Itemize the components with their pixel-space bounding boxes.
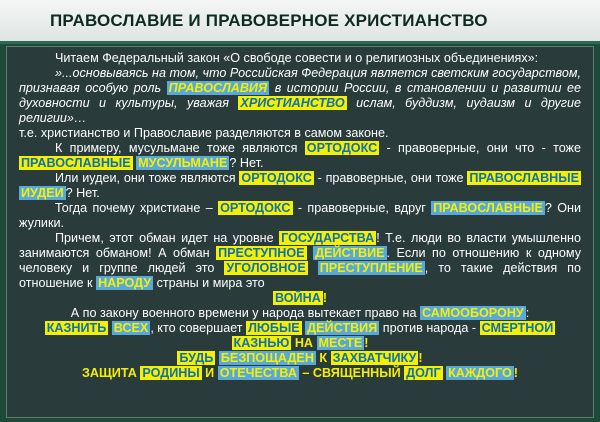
highlight: ПРЕСТУПНОЕ bbox=[218, 246, 305, 260]
highlight: РОДИНЫ bbox=[142, 366, 200, 380]
content-panel bbox=[6, 46, 594, 418]
text: ислам, буддизм, иудаизм и другие религии»… bbox=[19, 96, 581, 125]
highlight: ИУДЕИ bbox=[21, 186, 64, 200]
paragraph-separation bbox=[19, 126, 581, 141]
highlight: КАЗНИТЬ bbox=[46, 321, 107, 335]
text: ? Нет. bbox=[65, 186, 100, 200]
text: К bbox=[315, 351, 331, 365]
text: - правоверные, они тоже bbox=[313, 171, 468, 185]
highlight: САМООБОРОНУ bbox=[421, 306, 524, 320]
text: Или иудеи, они тоже являются bbox=[55, 171, 240, 185]
highlight: УГОЛОВНОЕ bbox=[226, 261, 306, 275]
text: против народа - bbox=[379, 321, 480, 335]
highlight: ПРАВОСЛАВНЫЕ bbox=[469, 171, 579, 185]
highlight: СМЕРТНОЙ bbox=[481, 321, 554, 335]
highlight: БЕЗПОЩАДЕН bbox=[220, 351, 314, 365]
paragraph-execute bbox=[19, 321, 581, 336]
text: К примеру, мусульмане тоже являются bbox=[55, 141, 305, 155]
text: »...основываясь на том, что Российская Федерация является светским государством, признавая особую роль bbox=[19, 66, 581, 95]
highlight: ПРАВОСЛАВНЫЕ bbox=[433, 201, 543, 215]
text: ! bbox=[513, 366, 518, 380]
highlight: ПРАВОСЛАВНЫЕ bbox=[21, 156, 131, 170]
highlight: ОРТОДОКС bbox=[241, 171, 312, 185]
highlight: ПРЕСТУПЛЕНИЕ bbox=[319, 261, 423, 275]
highlight: ХРИСТИАНСТВО bbox=[240, 96, 345, 110]
paragraph-christians bbox=[19, 201, 581, 231]
text: ? Они жулики. bbox=[19, 201, 581, 230]
header-bar bbox=[0, 0, 600, 44]
highlight: МУСУЛЬМАНЕ bbox=[138, 156, 228, 170]
highlight: ОТЕЧЕСТВА bbox=[219, 366, 297, 380]
text: ! bbox=[418, 351, 423, 365]
paragraph-self-defense bbox=[19, 306, 581, 321]
highlight: ЗАХВАТЧИКУ bbox=[332, 351, 417, 365]
highlight: ОРТОДОКС bbox=[306, 141, 378, 155]
highlight: ГОСУДАРСТВА bbox=[281, 231, 375, 245]
paragraph-muslims bbox=[19, 141, 581, 171]
text: - правоверные, вдруг bbox=[292, 201, 432, 215]
text: : bbox=[525, 306, 530, 320]
text: Тогда почему христиане – bbox=[55, 201, 219, 215]
text: Причем, этот обман идет на уровне bbox=[55, 231, 280, 245]
text: т.е. христианство и Православие разделяются в самом законе. bbox=[19, 126, 389, 140]
highlight: ОРТОДОКС bbox=[220, 201, 291, 215]
page-title: ПРАВОСЛАВИЕ И ПРАВОВЕРНОЕ ХРИСТИАНСТВО bbox=[50, 11, 488, 30]
highlight: ВОЙНА bbox=[274, 291, 321, 305]
text: страны и мира это bbox=[153, 276, 265, 290]
text: ! bbox=[322, 291, 328, 305]
text: И bbox=[201, 366, 218, 380]
text: ! bbox=[364, 336, 369, 350]
paragraph-deception bbox=[19, 231, 581, 291]
paragraph-quote bbox=[19, 66, 581, 126]
highlight: КАЗНЬЮ bbox=[233, 336, 290, 350]
text: , то такие действия по отношение к bbox=[19, 261, 581, 290]
highlight: ВСЕХ bbox=[113, 321, 149, 335]
highlight: КАЖДОГО bbox=[448, 366, 512, 380]
highlight: МЕСТЕ bbox=[318, 336, 363, 350]
text: . Если по отношению к одному человеку и группе людей это bbox=[19, 246, 581, 275]
text: - правоверные, они что - тоже bbox=[379, 141, 581, 155]
text: – СВЯЩЕННЫЙ bbox=[298, 366, 405, 380]
paragraph-law bbox=[19, 51, 581, 66]
highlight: ДОЛГ bbox=[406, 366, 441, 380]
paragraph-war bbox=[19, 291, 581, 306]
paragraph-merciless bbox=[19, 351, 581, 366]
paragraph-homeland bbox=[19, 366, 581, 381]
text: ? Нет. bbox=[229, 156, 264, 170]
highlight: ДЕЙСТВИЕ bbox=[315, 246, 385, 260]
highlight: ДЕЙСТВИЯ bbox=[307, 321, 378, 335]
text: ! Т.е. люди во власти умышленно занимаются обманом! А обман bbox=[19, 231, 581, 260]
highlight: ПРАВОСЛАВИЯ bbox=[168, 81, 268, 95]
highlight: ЛЮБЫЕ bbox=[248, 321, 300, 335]
highlight: БУДЬ bbox=[179, 351, 214, 365]
text: в истории России, в становлении и развитии ее духовности и культуры, уважая bbox=[19, 81, 581, 110]
text: А по закону военного времени у народа вытекает право на bbox=[70, 306, 420, 320]
text: ЗАЩИТА bbox=[81, 366, 141, 380]
paragraph-on-spot bbox=[19, 336, 581, 351]
text: НА bbox=[291, 336, 317, 350]
paragraph-jews bbox=[19, 171, 581, 201]
highlight: НАРОДУ bbox=[98, 276, 152, 290]
text: Читаем Федеральный закон «О свободе совести и о религиозных объединениях»: bbox=[55, 51, 539, 65]
text: , кто совершает bbox=[150, 321, 247, 335]
